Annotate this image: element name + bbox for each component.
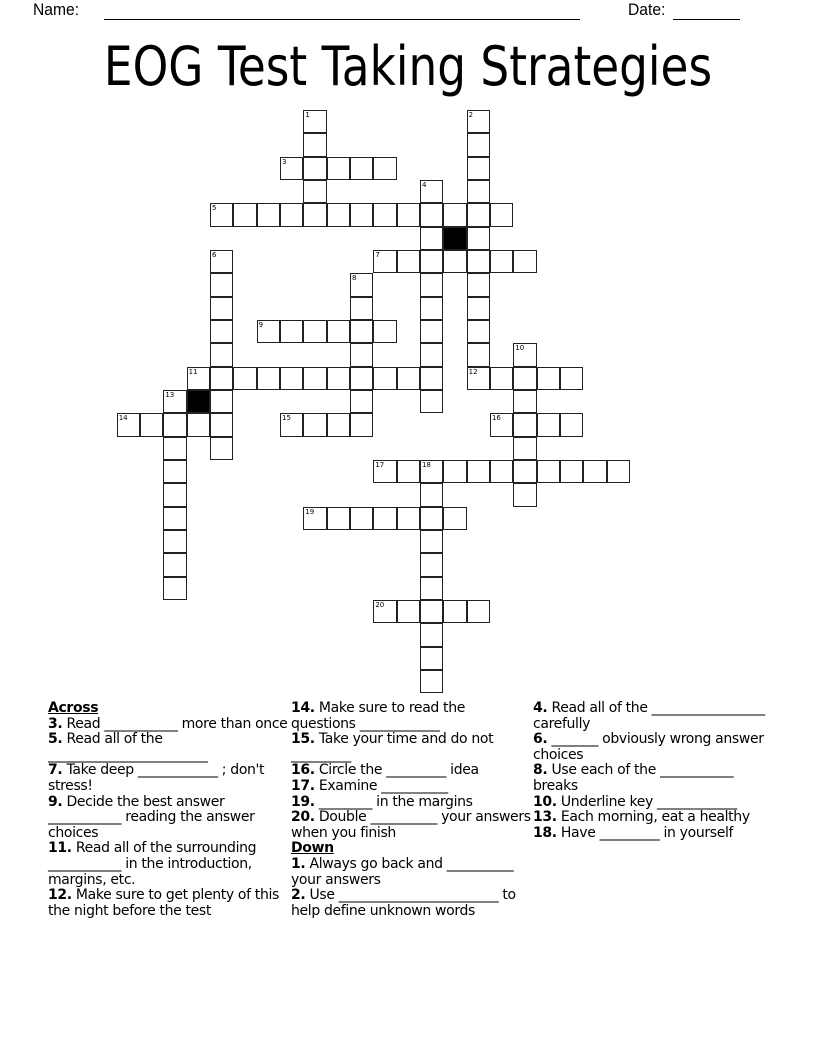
grid-cell[interactable] <box>397 367 420 390</box>
grid-cell[interactable] <box>140 413 163 436</box>
grid-cell[interactable] <box>467 110 490 133</box>
clue-number: 8. <box>533 762 548 779</box>
grid-cell[interactable] <box>163 577 186 600</box>
clue-number: 18. <box>533 824 557 841</box>
grid-cell[interactable] <box>513 367 536 390</box>
grid-cell[interactable] <box>373 157 396 180</box>
down-clue-18 <box>533 826 773 842</box>
clue-text: Make sure to read the questions ____________ <box>291 700 465 732</box>
across-clue-12 <box>48 888 288 919</box>
grid-cell[interactable] <box>257 367 280 390</box>
grid-cell[interactable] <box>210 320 233 343</box>
grid-cell[interactable] <box>443 507 466 530</box>
grid-cell[interactable] <box>373 460 396 483</box>
down-clue-10 <box>533 795 773 811</box>
grid-cell[interactable] <box>210 273 233 296</box>
grid-cell[interactable] <box>420 553 443 576</box>
grid-cell[interactable] <box>513 460 536 483</box>
grid-cell[interactable] <box>420 390 443 413</box>
clues-column-2 <box>291 701 531 919</box>
grid-cell[interactable] <box>513 413 536 436</box>
grid-cell[interactable] <box>467 250 490 273</box>
grid-cell[interactable] <box>420 647 443 670</box>
grid-cell[interactable] <box>373 320 396 343</box>
grid-cell[interactable] <box>443 460 466 483</box>
grid-cell[interactable] <box>233 367 256 390</box>
clue-text: Read all of the ________________________ <box>48 731 208 763</box>
clue-text: ________ in the margins <box>314 793 473 810</box>
clue-number: 2 <box>468 111 474 119</box>
grid-cell[interactable] <box>350 320 373 343</box>
grid-cell[interactable] <box>420 600 443 623</box>
grid-cell[interactable] <box>350 273 373 296</box>
grid-cell[interactable] <box>397 250 420 273</box>
clues-column-3 <box>533 701 773 841</box>
grid-cell[interactable] <box>303 133 326 156</box>
name-field[interactable] <box>104 19 580 20</box>
grid-cell[interactable] <box>420 670 443 693</box>
clue-text: Each morning, eat a healthy <box>556 809 750 826</box>
grid-cell[interactable] <box>210 437 233 460</box>
grid-cell[interactable] <box>420 623 443 646</box>
clue-number: 11. <box>48 840 72 857</box>
grid-cell[interactable] <box>397 600 420 623</box>
clue-number: 17 <box>375 460 385 469</box>
clue-text: Examine __________ <box>314 777 448 794</box>
grid-cell[interactable] <box>373 203 396 226</box>
clue-number: 14 <box>118 414 128 423</box>
clue-number: 7 <box>375 250 380 259</box>
across-clue-9 <box>48 795 288 842</box>
grid-cell[interactable] <box>163 460 186 483</box>
grid-cell[interactable] <box>397 460 420 483</box>
grid-cell[interactable] <box>210 367 233 390</box>
grid-cell[interactable] <box>210 390 233 413</box>
clue-number: 9. <box>48 793 63 810</box>
date-field[interactable] <box>673 19 740 20</box>
across-clue-16 <box>291 763 531 779</box>
across-heading: Across <box>48 700 99 716</box>
grid-cell[interactable] <box>350 343 373 366</box>
down-clue-4 <box>533 701 773 732</box>
clue-number: 3. <box>48 715 63 732</box>
grid-cell[interactable] <box>350 413 373 436</box>
down-clue-8 <box>533 763 773 794</box>
grid-cell[interactable] <box>303 110 326 133</box>
clue-text: Make sure to get plenty of this the night before the test <box>48 887 279 919</box>
clue-number: 15. <box>291 731 315 748</box>
clue-number: 8 <box>351 274 357 283</box>
grid-cell[interactable] <box>513 343 536 366</box>
clue-number: 10 <box>515 344 525 353</box>
grid-cell[interactable] <box>490 250 513 273</box>
grid-cell[interactable] <box>397 203 420 226</box>
clue-number: 12. <box>48 887 72 904</box>
grid-cell[interactable] <box>163 507 186 530</box>
grid-cell[interactable] <box>443 600 466 623</box>
clue-number: 14. <box>291 700 315 716</box>
clue-text: Take deep ____________ ; don't stress! <box>48 762 265 794</box>
clue-text: Take your time and do not _________ <box>291 731 494 763</box>
grid-cell[interactable] <box>537 460 560 483</box>
grid-cell[interactable] <box>537 413 560 436</box>
grid-cell[interactable] <box>303 157 326 180</box>
grid-cell[interactable] <box>210 203 233 226</box>
clue-number: 17. <box>291 777 315 794</box>
down-clue-2 <box>291 888 531 919</box>
grid-cell[interactable] <box>467 343 490 366</box>
grid-cell[interactable] <box>420 227 443 250</box>
clue-number: 18 <box>421 460 431 469</box>
clues-column-1 <box>48 701 288 919</box>
clue-text: Have _________ in yourself <box>556 824 734 841</box>
grid-cell[interactable] <box>373 507 396 530</box>
grid-cell[interactable] <box>187 367 210 390</box>
grid-cell[interactable] <box>350 297 373 320</box>
across-clue-15 <box>291 732 531 763</box>
clue-number: 20 <box>375 600 385 609</box>
across-clue-14 <box>291 701 531 732</box>
down-clue-13 <box>533 810 773 826</box>
grid-cell[interactable] <box>163 553 186 576</box>
grid-cell[interactable] <box>327 413 350 436</box>
clue-text: Always go back and __________ your answers <box>291 855 514 888</box>
clue-text: _______ obviously wrong answer choices <box>533 731 764 763</box>
grid-cell[interactable] <box>163 437 186 460</box>
grid-cell[interactable] <box>280 320 303 343</box>
grid-cell[interactable] <box>373 600 396 623</box>
clue-text: Underline key ____________ <box>556 793 737 810</box>
clue-number: 15 <box>281 414 291 423</box>
clue-number: 13. <box>533 809 557 826</box>
clue-text: Decide the best answer ___________ reading the answer choices <box>48 793 255 841</box>
grid-cell[interactable] <box>257 320 280 343</box>
grid-cell[interactable] <box>210 343 233 366</box>
grid-cell[interactable] <box>350 367 373 390</box>
across-clue-7 <box>48 763 288 794</box>
grid-cell[interactable] <box>513 483 536 506</box>
clue-number: 16 <box>491 414 501 423</box>
grid-cell[interactable] <box>280 203 303 226</box>
clue-number: 2. <box>291 887 306 904</box>
grid-cell[interactable] <box>513 390 536 413</box>
across-clue-5 <box>48 732 288 763</box>
clue-number: 11 <box>188 367 198 376</box>
grid-cell[interactable] <box>560 413 583 436</box>
clue-text: Read ___________ more than once <box>62 715 288 732</box>
grid-cell[interactable] <box>163 530 186 553</box>
clue-text: Double __________ your answers when you finish <box>291 809 531 841</box>
across-clue-17 <box>291 779 531 795</box>
grid-cell[interactable] <box>303 507 326 530</box>
grid-cell[interactable] <box>350 157 373 180</box>
across-clue-11 <box>48 841 288 888</box>
clue-number: 5 <box>212 204 217 213</box>
grid-cell[interactable] <box>513 437 536 460</box>
grid-cell[interactable] <box>420 297 443 320</box>
clue-number: 6. <box>533 731 548 748</box>
grid-cell[interactable] <box>210 297 233 320</box>
clue-number: 4 <box>421 180 427 189</box>
grid-cell[interactable] <box>420 273 443 296</box>
grid-cell[interactable] <box>397 507 420 530</box>
grid-cell[interactable] <box>513 250 536 273</box>
grid-cell[interactable] <box>163 413 186 436</box>
across-clue-3 <box>48 717 288 733</box>
grid-cell[interactable] <box>467 460 490 483</box>
grid-cell[interactable] <box>467 273 490 296</box>
grid-cell[interactable] <box>280 413 303 436</box>
clue-number: 3 <box>281 157 287 166</box>
grid-cell[interactable] <box>233 203 256 226</box>
name-label: Name: <box>33 0 80 19</box>
grid-cell[interactable] <box>350 507 373 530</box>
grid-cell[interactable] <box>327 203 350 226</box>
down-heading: Down <box>291 840 334 857</box>
grid-cell[interactable] <box>467 157 490 180</box>
grid-cell[interactable] <box>210 250 233 273</box>
grid-cell[interactable] <box>303 413 326 436</box>
grid-cell[interactable] <box>187 413 210 436</box>
grid-cell[interactable] <box>163 390 186 413</box>
grid-cell[interactable] <box>490 367 513 390</box>
clue-number: 1 <box>305 111 310 119</box>
down-clue-6 <box>533 732 773 763</box>
grid-cell[interactable] <box>467 297 490 320</box>
clue-number: 19 <box>305 507 315 516</box>
clue-number: 16. <box>291 762 315 779</box>
grid-cell[interactable] <box>420 577 443 600</box>
grid-cell[interactable] <box>420 343 443 366</box>
clue-number: 1. <box>291 855 306 872</box>
grid-cell[interactable] <box>467 320 490 343</box>
grid-cell[interactable] <box>420 180 443 203</box>
grid-cell[interactable] <box>420 320 443 343</box>
grid-cell[interactable] <box>467 180 490 203</box>
clue-text: Read all of the _________________ carefully <box>533 700 765 732</box>
grid-cell[interactable] <box>490 413 513 436</box>
clue-number: 12 <box>468 367 478 376</box>
grid-cell[interactable] <box>373 250 396 273</box>
clue-number: 7. <box>48 762 63 779</box>
grid-cell[interactable] <box>420 250 443 273</box>
black-square <box>187 390 210 413</box>
across-clue-20 <box>291 810 531 841</box>
down-clue-1 <box>291 857 531 888</box>
grid-cell[interactable] <box>327 507 350 530</box>
grid-cell[interactable] <box>303 367 326 390</box>
grid-cell[interactable] <box>420 483 443 506</box>
grid-cell[interactable] <box>467 600 490 623</box>
clue-number: 6 <box>212 250 217 259</box>
grid-cell[interactable] <box>420 203 443 226</box>
grid-cell[interactable] <box>350 390 373 413</box>
clue-number: 5. <box>48 731 63 748</box>
grid-cell[interactable] <box>257 203 280 226</box>
grid-cell[interactable] <box>560 367 583 390</box>
grid-cell[interactable] <box>420 460 443 483</box>
date-label: Date: <box>628 0 666 19</box>
grid-cell[interactable] <box>467 203 490 226</box>
clue-text: Use each of the ___________ breaks <box>533 762 734 794</box>
clue-text: Read all of the surrounding ___________ in the introduction, margins, etc. <box>48 840 257 888</box>
grid-cell[interactable] <box>327 320 350 343</box>
grid-cell[interactable] <box>420 507 443 530</box>
clue-number: 10. <box>533 793 557 810</box>
grid-cell[interactable] <box>327 367 350 390</box>
grid-cell[interactable] <box>420 530 443 553</box>
clue-number: 20. <box>291 809 315 826</box>
clue-number: 13 <box>165 390 175 399</box>
grid-cell[interactable] <box>467 367 490 390</box>
clue-number: 9 <box>258 320 264 329</box>
grid-cell[interactable] <box>467 227 490 250</box>
clue-number: 19. <box>291 793 315 810</box>
grid-cell[interactable] <box>490 203 513 226</box>
grid-cell[interactable] <box>327 157 350 180</box>
grid-cell[interactable] <box>303 180 326 203</box>
grid-cell[interactable] <box>163 483 186 506</box>
clue-text: Use ________________________ to help define unknown words <box>291 887 516 919</box>
grid-cell[interactable] <box>117 413 140 436</box>
grid-cell[interactable] <box>280 367 303 390</box>
grid-cell[interactable] <box>420 367 443 390</box>
grid-cell[interactable] <box>607 460 630 483</box>
grid-cell[interactable] <box>350 203 373 226</box>
grid-cell[interactable] <box>490 460 513 483</box>
grid-cell[interactable] <box>443 250 466 273</box>
across-clue-19 <box>291 795 531 811</box>
grid-cell[interactable] <box>537 367 560 390</box>
clue-number: 4. <box>533 700 548 716</box>
grid-cell[interactable] <box>443 203 466 226</box>
grid-cell[interactable] <box>583 460 606 483</box>
grid-cell[interactable] <box>373 367 396 390</box>
page-title: EOG Test Taking Strategies <box>103 35 713 98</box>
grid-cell[interactable] <box>210 413 233 436</box>
grid-cell[interactable] <box>467 133 490 156</box>
grid-cell[interactable] <box>303 203 326 226</box>
grid-cell[interactable] <box>280 157 303 180</box>
black-square <box>443 227 466 250</box>
grid-cell[interactable] <box>560 460 583 483</box>
grid-cell[interactable] <box>303 320 326 343</box>
clue-text: Circle the _________ idea <box>314 762 479 779</box>
